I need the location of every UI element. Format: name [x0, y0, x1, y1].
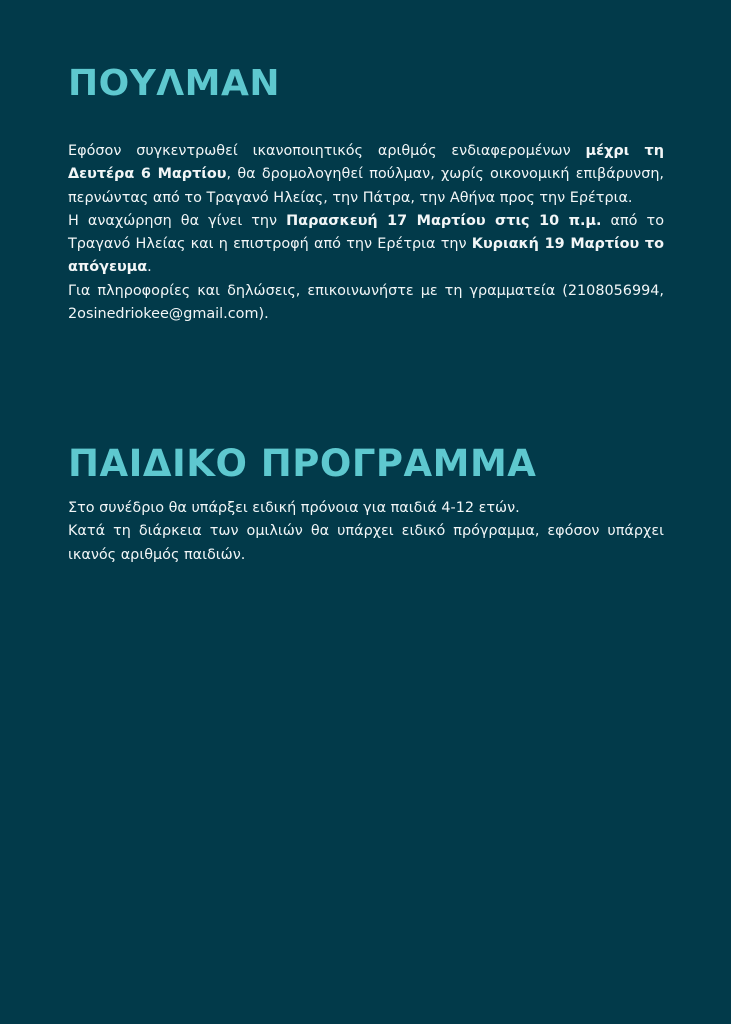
return-datetime: Κυριακή 19 Μαρτίου το απόγευμα [68, 236, 664, 276]
departure-intro-text: Η αναχώρηση θα γίνει την [68, 212, 287, 229]
bus-registration-text: Εφόσον συγκεντρωθεί ικανοποιητικός αριθμός ενδιαφερομένων [68, 143, 586, 159]
bus-schedule-paragraph [68, 210, 664, 280]
kids-age-paragraph: Στο συνέδριο θα υπάρξει ειδική πρόνοια για παιδιά 4-12 ετών. [68, 500, 520, 516]
bus-contact-paragraph: Για πληροφορίες και δηλώσεις, επικοινωνήστε με τη γραμματεία (2108056994, 2osinedriokee@gmail.com). [68, 282, 664, 323]
bus-section-title: ΠΟΥΛΜΑΝ [68, 63, 280, 104]
bus-route-text: , θα δρομολογηθεί πούλμαν, χωρίς οικονομική επιβάρυνση, περνώντας από το Τραγανό Ηλείας, την Πάτρα, την Αθήνα προς την Ερέτρια. [68, 166, 665, 206]
bus-section-body [68, 140, 664, 326]
kids-program-body [68, 497, 664, 567]
return-intro-text: από το Τραγανό Ηλείας και η επιστροφή από την Ερέτρια την [68, 212, 665, 253]
kids-program-paragraph: Κατά τη διάρκεια των ομιλιών θα υπάρχει ειδικό πρόγραμμα, εφόσον υπάρχει ικανός αριθμός παιδιών. [68, 523, 664, 563]
bus-registration-paragraph [68, 140, 664, 210]
kids-program-title: ΠΑΙΔΙΚΟ ΠΡΟΓΡΑΜΜΑ [68, 442, 537, 485]
departure-datetime: Παρασκευή 17 Μαρτίου στις 10 π.μ. [286, 212, 602, 229]
registration-deadline: μέχρι τη Δευτέρα 6 Μαρτίου [68, 143, 664, 183]
schedule-end-text: . [147, 259, 152, 276]
